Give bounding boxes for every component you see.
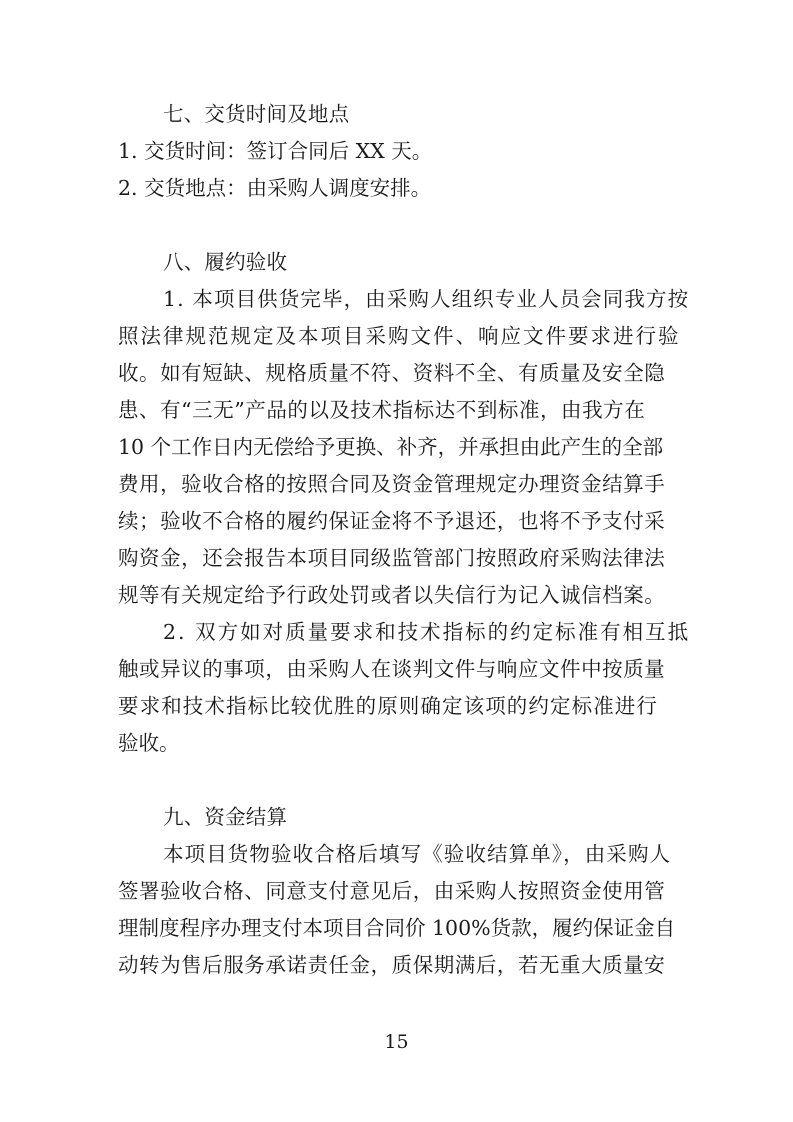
section-9-line-4: 动转为售后服务承诺责任金，质保期满后，若无重大质量安 bbox=[118, 953, 666, 977]
section-8-line-4: 患、有“三无”产品的以及技术指标达不到标准，由我方在 bbox=[118, 398, 646, 422]
section-8-line-6: 费用，验收合格的按照合同及资金管理规定办理资金结算手 bbox=[118, 472, 666, 496]
section-8-line-9: 规等有关规定给予行政处罚或者以失信行为记入诚信档案。 bbox=[118, 583, 666, 607]
section-8-line-8: 购资金，还会报告本项目同级监管部门按照政府采购法律法 bbox=[118, 546, 666, 570]
page-number: 15 bbox=[384, 1031, 409, 1053]
paragraph-spacer bbox=[118, 207, 676, 244]
section-8-line-10: 2. 双方如对质量要求和技术指标的约定标准有相互抵 bbox=[163, 620, 691, 644]
section-9-line-3: 理制度程序办理支付本项目合同价 100%货款，履约保证金自 bbox=[118, 916, 676, 940]
section-7-item-2: 2. 交货地点：由采购人调度安排。 bbox=[118, 176, 432, 200]
section-8-line-1: 1. 本项目供货完毕，由采购人组织专业人员会同我方按 bbox=[163, 287, 690, 311]
section-8-line-3: 收。如有短缺、规格质量不符、资料不全、有质量及安全隐 bbox=[118, 361, 666, 385]
document-body bbox=[118, 96, 691, 984]
section-8-line-7: 续；验收不合格的履约保证金将不予退还，也将不予支付采 bbox=[118, 509, 666, 533]
section-heading-9: 九、资金结算 bbox=[163, 805, 288, 829]
section-9-line-1: 本项目货物验收合格后填写《验收结算单》，由采购人 bbox=[163, 842, 672, 866]
section-8-line-5: 10 个工作日内无偿给予更换、补齐，并承担由此产生的全部 bbox=[118, 435, 664, 459]
section-heading-7: 七、交货时间及地点 bbox=[163, 102, 350, 126]
section-9-line-2: 签署验收合格、同意支付意见后，由采购人按照资金使用管 bbox=[118, 879, 666, 903]
section-8-line-13: 验收。 bbox=[118, 731, 180, 755]
section-heading-8: 八、履约验收 bbox=[163, 250, 288, 274]
paragraph-spacer bbox=[118, 762, 676, 799]
section-8-line-12: 要求和技术指标比较优胜的原则确定该项的约定标准进行 bbox=[118, 694, 658, 718]
section-8-line-11: 触或异议的事项，由采购人在谈判文件与响应文件中按质量 bbox=[118, 657, 666, 681]
section-8-line-2: 照法律规范规定及本项目采购文件、响应文件要求进行验 bbox=[118, 324, 681, 348]
section-7-item-1: 1. 交货时间：签订合同后 XX 天。 bbox=[118, 139, 433, 163]
